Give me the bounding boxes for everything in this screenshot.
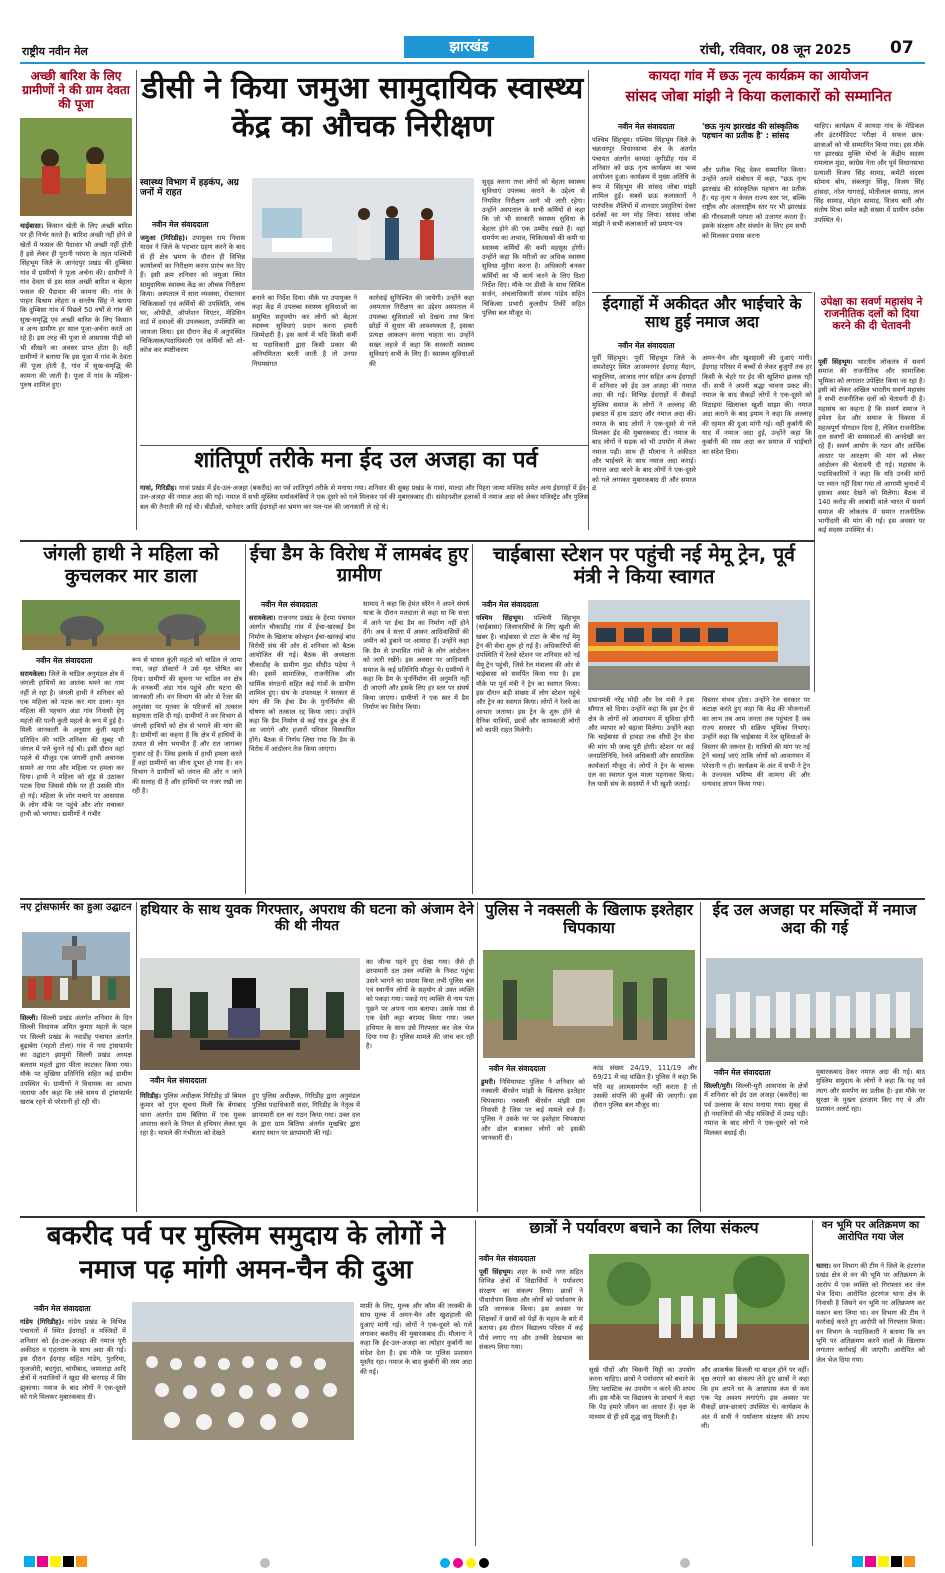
story-photo: [20, 118, 132, 216]
story-photo: [252, 178, 474, 290]
column-rule: [472, 544, 473, 894]
story-place: चाईबासा।: [20, 222, 44, 230]
registration-swatch: [852, 1556, 863, 1567]
story-kicker: कायदा गांव में छऊ नृत्य कार्यक्रम का आयोजन: [648, 69, 869, 84]
story-headline: ईचा डैम के विरोध में लामबंद हुए ग्रामीण: [249, 544, 469, 587]
story-place: पूर्वी सिंहभूम।: [818, 358, 853, 366]
story-headline: नए ट्रांसफार्मर का हुआ उद्घाटन: [20, 902, 132, 913]
story-headline: वन भूमि पर अतिक्रमण का आरोपित गया जेल: [821, 1220, 920, 1243]
story-headline: अच्छी बारिश के लिए ग्रामीणों ने की ग्राम देवता की पूजा: [22, 69, 130, 111]
column-rule: [136, 70, 137, 530]
story-body: [20, 222, 132, 527]
story-byline: नवीन मेल संवाददाता: [34, 1304, 91, 1313]
story-body-col2: माफ़ी के लिए, मुल्क और कौम की तरक्की के साथ मुल्क में अमन-चैन और खुशहाली की दुआएं मांगी गईं। लोगों ने एक-दूसरे को गले लगाकर बकरीद की मुबारकबाद दी। मौलाना ने कहा कि ईद-उल-अजहा का त्योहार कुर्बानी का संदेश देता है। इस मौके पर पुलिस प्रशासन मुस्तैद रहा। नमाज के बाद कुर्बानी की रस्म अदा की गई।: [360, 1302, 472, 1376]
story-place: पश्चिम सिंहभूम।: [476, 614, 524, 622]
story-place: जमुआ (गिरिडीह)।: [140, 234, 188, 242]
story-text: शहर के सभी नगर सहित विभिन्न क्षेत्रों में विद्यार्थियों ने पर्यावरण संरक्षण का संकल्प लिया। छात्रों ने पौधारोपण किया और लोगों को पर्यावरण के प्रति जागरूक किया। इस अवसर पर शिक्षकों ने छात्रों को पेड़ों के महत्व के बारे में बताया। इस दौरान विद्यालय परिसर में कई पौधे लगाए गए और उनकी देखभाल का संकल्प लिया गया।: [479, 1268, 583, 1351]
story-headline: सांसद जोबा मांझी ने किया कलाकारों को सम्मानित: [625, 88, 892, 105]
story-place: गावां, गिरिडीह।: [140, 484, 177, 492]
story-body-col1: [704, 1082, 808, 1210]
story-body-col3: कार्रवाई सुनिश्चित की जायेगी। उन्होंने कहा अस्पताल निरीक्षण का उद्देश्य अस्पताल में उपलब्ध सुविधाओं को देखना तथा बिना छोड़ों में सुधार की आवश्यकता है, इसका प्रत्यक्ष आकलन करना चाहता था। उन्होंने सख्त लहजे में कहा कि सरकारी स्वास्थ्य सुविधाएं सभी के लिए हैं। स्वास्थ्य सुविधाओं की: [369, 294, 474, 368]
masthead-rule: [20, 62, 925, 64]
story-place: डुमरी।: [481, 1078, 496, 1086]
story-place: पूर्वी सिंहभूम।: [479, 1268, 514, 1276]
row-rule: [140, 445, 588, 446]
story-body-col1: [20, 1318, 126, 1544]
story-byline: नवीन मेल संवाददाता: [482, 600, 539, 609]
story-body-col1: [20, 670, 124, 892]
registration-swatch: [891, 1556, 902, 1567]
story-photo: [483, 950, 695, 1058]
story-body-col3: विस्तार संभव होता। उन्होंने रेल सरकार पर कटाक्ष करते हुए कहा कि केंद्र की योजनाओं का लाभ तब आम जनता तक पहुंचता है जब राज्य सरकार भी सक्रिय भूमिका निभाए। उन्होंने कहा कि चाईबासा में रेल सुविधाओं के विस्तार की जरूरत है। यात्रियों की मांग पर नई ट्रेनें चलाई जाएं ताकि लोगों को आवागमन में परेशानी न हो। कार्यक्रम के अंत में सभी ने ट्रेन के उज्ज्वल भविष्य की कामना की और धन्यवाद ज्ञापन किया गया।: [702, 696, 810, 789]
story-byline: नवीन मेल संवाददाता: [152, 220, 209, 229]
story-text: किसान खेती के लिए अच्छी बारिश पर ही निर्भर करते हैं। बारिश अच्छी नहीं होने से खेतों में फसल की पैदावार भी अच्छी नहीं होती है इसे लेकर ही पुरानी परंपरा के तहत पश्चिमी सिंहभूम जिले के आनंदपुर प्रखंड की दुम्बिसा गांव में ग्रामीणों ने पूजा अर्चना की। ग्रामीणों ने गांव देवता से इस साल अच्छी बारिश व बेहतर फसल की पैदावार की कामना की। गांव के पाहन बिश्राम लोहरा व सन्तोष सिंह ने बताया कि दुम्बिसा गांव में पिछले 50 वर्षों से गांव की सुख-समृद्धि एवं अच्छी बारिश के लिए किसान व अन्य ग्रामीण हर साल पूजा-अर्चना करते आ रहे हैं। इस तरह की पूजा से आसपास पीढ़ी को भी सीखने का अवसर प्राप्त होता है। वहीं ग्रामीणों ने बताया कि इस पूजा में गांव के देवता की पूजा होती है, गांव में सुख-समृद्धि की कामना की जाती है। पूजा में गांव के महिला-पुरुष शामिल हुए।: [20, 222, 132, 390]
story-photo: [140, 958, 360, 1070]
footer-color-bar-right: [852, 1552, 917, 1571]
story-body-col1: [140, 1092, 246, 1210]
story-headline: ईद उल अजहा पर मस्जिदों में नमाज अदा की गई: [712, 901, 917, 937]
story-text: वन विभाग की टीम ने जिले के हंटरगंज प्रखंड क्षेत्र से वन की भूमि पर अतिक्रमण के आरोप में एक व्यक्ति को गिरफ्तार कर जेल भेज दिया। आरोपित हंटरगंज थाना क्षेत्र के निवासी है जिसने वन भूमि पर अतिक्रमण कर मकान बना लिया था। वन विभाग की टीम ने कार्रवाई करते हुए आरोपी को गिरफ्तार किया। वन विभाग के पदाधिकारी ने बताया कि वन भूमि पर अतिक्रमण करने वालों के खिलाफ लगातार कार्रवाई की जाएगी। आरोपित को जेल भेज दिया गया।: [816, 1262, 925, 1364]
story-transformer: [20, 902, 132, 1212]
column-rule: [136, 902, 137, 1212]
row-rule: [20, 898, 925, 900]
story-photo: [706, 958, 923, 1062]
footer-color-dots: [440, 1553, 492, 1572]
story-headline: छात्रों ने पर्यावरण बचाने का लिया संकल्प: [529, 1219, 759, 1237]
masthead-dateline: रांची, रविवार, 08 जून 2025: [700, 43, 852, 58]
registration-swatch: [50, 1556, 61, 1567]
story-naxal-poster: [481, 902, 697, 1212]
story-body-col1: पूर्वी सिंहभूम। पूर्वी सिंहभूम जिले के जमशेदपुर स्थित आजमनगर ईदगाह मैदान, चाकुलिया, आजाद नगर सहित अन्य ईदगाहों में शनिवार को ईद उल अजहा की नमाज अदा की गई। विभिन्न ईदगाहों में सैकड़ों मुस्लिम समाज के लोगों ने अल्लाह की इबादत में हाथ उठाए और नमाज अदा की। नमाज के बाद लोगों ने एक-दूसरे से गले मिलकर ईद की मुबारकबाद दी। नमाज के बाद लोगों ने सड़क को भी उपयोग में लेकर नमाज पढ़ी। साथ ही मौलाना ने अकीदत और भाईचारे के साथ नमाज अदा कराई। नमाज अदा करने के बाद लोगों ने एक-दूसरे को गले लगाकर मुबारकबाद दी और समाज में: [592, 354, 696, 494]
story-icha-dam: [249, 544, 469, 894]
story-body-col2: हुए पुलिस अधीक्षक, गिरिडीह द्वारा अनुमंडल पुलिस पदाधिकारी सदर, गिरिडीह के नेतृत्व में छापामारी दल का गठन किया गया। उक्त दल के द्वारा ग्राम बितिया अंतर्गत मुखबिर द्वारा बताए स्थान पर छापामारी की गई।: [252, 1092, 360, 1138]
story-body-col2: और प्रतीक चिह्न देकर सम्मानित किया। उन्होंने अपने संबोधन में कहा, "छऊ नृत्य झारखंड की सांस्कृतिक पहचान का प्रतीक है। यह नृत्य न केवल राज्य स्तर पर, बल्कि राष्ट्रीय और अंतरराष्ट्रीय स्तर पर भी झारखंड की गौरवशाली परंपरा को उजागर करता है। इसके संरक्षण और संवर्धन के लिए हम सभी को मिलकर प्रयास करना: [702, 166, 806, 240]
story-body-col2: मुबारकबाद देकर नमाज अदा की गई। बाद मुस्लिम समुदाय के लोगों ने कहा कि यह पर्व त्याग और समर्पण का प्रतीक है। इस मौके पर सुरक्षा के पुख्ता इंतजाम किए गए थे और प्रशासन अलर्ट रहा।: [816, 1068, 925, 1114]
column-rule: [475, 1220, 476, 1546]
story-byline: नवीन मेल संवाददाता: [261, 600, 318, 609]
column-rule: [812, 1220, 813, 1546]
story-byline: नवीन मेल संवाददाता: [479, 1254, 536, 1263]
registration-swatch: [878, 1556, 889, 1567]
story-text: सिल्ली प्रखंड अंतर्गत शनिवार के दिन सिल्ली विधायक अमित कुमार महतो के पहल पर सिल्ली प्रखंड के नवाडीह पंचायत अंतर्गत बुढ़ाबेरा (महतो टोला) गांव में नया ट्रांसफार्मर का उद्घाटन झामुमो सिल्ली प्रखंड अध्यक्ष बलराम महतो द्वारा फीता काटकर किया गया। मौके पर मुखिया प्रतिनिधि सहित कई ग्रामीण उपस्थित थे। ग्रामीणों ने विधायक का आभार जताया और कहा कि लंबे समय से ट्रांसफार्मर खराब रहने से परेशानी हो रही थी।: [20, 1014, 132, 1107]
registration-swatch: [63, 1556, 74, 1567]
story-place: सिल्ली/मुरी।: [704, 1082, 733, 1090]
story-environment-pledge: [479, 1220, 809, 1546]
story-photo: [589, 1254, 809, 1360]
story-byline: नवीन मेल संवाददाता: [714, 1068, 771, 1077]
story-body: [20, 1014, 132, 1210]
story-bullet: स्वास्थ्य विभाग में हड़कंप, अग्र जनों में राहत: [140, 178, 239, 199]
story-body-col2: कांड संख्या 24/19, 111/19 और 69/21 में वह वांछित है। पुलिस ने कहा कि यदि वह आत्मसमर्पण नहीं करता है तो उसकी संपत्ति की कुर्की की जाएगी। इस दौरान पुलिस बल मौजूद था।: [593, 1064, 697, 1110]
story-body-col2: सामाद ने कहा कि हेमंत सोरेन ने अपने संघर्ष यात्रा के दौरान मतदाता से कहा था कि सत्ता में आने पर ईचा डैम का निर्माण नहीं होने देंगे। अब वे सत्ता में आकर आदिवासियों की जमीन को डुबाने पर आमादा हैं। उन्होंने कहा कि डैम से प्रभावित गांवों के लोग आंदोलन को जारी रखेंगे। इस अवसर पर आदिवासी समाज के कई प्रतिनिधि मौजूद थे। ग्रामीणों ने कहा कि डैम के पुनर्निर्माण की अनुमति नहीं दी जाएगी और इसके लिए हर स्तर पर संघर्ष किया जाएगा। ग्रामीणों ने एक स्वर में डैम निर्माण का विरोध किया।: [363, 600, 469, 711]
story-dc-inspection: [140, 70, 585, 440]
registration-dot: [479, 1558, 489, 1568]
registration-dot: [466, 1558, 476, 1568]
masthead-page-number: 07: [890, 38, 914, 58]
story-text: पुलिस अधीक्षक गिरिडीह डॉ बिमल कुमार को गुप्त सूचना मिली कि बेंगाबाद थाना अंतर्गत ग्राम बितिया में एक युवक अपराध करने के नियत से हथियार लेकर घूम रहा है। मामले की गंभीरता को देखते: [140, 1092, 246, 1138]
story-photo: [588, 600, 810, 690]
story-byline: नवीन मेल संवाददाता: [36, 656, 93, 665]
column-rule: [700, 902, 701, 1212]
story-body-col2: रूप से घायल कुंती महतो को चांडिल ले जाया गया, जहां डॉक्टरों ने उसे मृत घोषित कर दिया। ग्रामीणों की सूचना पर चांडिल वन क्षेत्र के वनकर्मी अंडा गांव पहुंचे और घटना की जानकारी ली। वन विभाग की ओर से रेंजर की अनुशंसा पर मृतका के परिजनों को तत्काल सहायता राशि दी गई। ग्रामीणों ने वन विभाग से जंगली हाथियों को क्षेत्र से भगाने की मांग की है। ग्रामीणों का कहना है कि क्षेत्र में हाथियों के उत्पात से लोग भयभीत हैं और रात जागकर गुजार रहे हैं। जिस इलाके में हाथी हमला करते हैं वहां ग्रामीणों का जीना दूभर हो गया है। वन विभाग ने ग्रामीणों को जंगल की ओर न जाने की सलाह दी है और हाथियों पर नजर रखी जा रही है।: [132, 656, 242, 796]
story-headline: चाईबासा स्टेशन पर पहुंची नई मेमू ट्रेन, पूर्व मंत्री ने किया स्वागत: [492, 543, 796, 589]
story-place: गांडेय (गिरिडीह)।: [20, 1318, 65, 1326]
story-body-col2: प्रधानमंत्री नरेंद्र मोदी और रेल मंत्री ने इस सौगात को दिया। उन्होंने कहा कि इस ट्रेन से क्षेत्र के लोगों को आवागमन में सुविधा होगी और व्यापार को बढ़ावा मिलेगा। उन्होंने कहा कि चाईबासा से हावड़ा तक सीधी ट्रेन सेवा की मांग भी जल्द पूरी होगी। स्टेशन पर कई जनप्रतिनिधि, रेलवे अधिकारी और सामाजिक कार्यकर्ता मौजूद थे। लोगों ने ट्रेन के चालक दल का स्वागत फूल माला पहनाकर किया। रेल यात्री संघ के सदस्यों ने भी खुशी जताई।: [588, 696, 694, 789]
column-rule: [245, 544, 246, 894]
registration-swatch: [37, 1556, 48, 1567]
footer-register-mark: [680, 1553, 693, 1572]
masthead-section-badge: झारखंड: [404, 36, 534, 58]
story-text: गांडेय प्रखंड के विभिन्न पंचायतों में स्थित ईदगाहों व मस्जिदों में शनिवार को ईद-उल-अजहा की नमाज पूरी अकीदत व एहतराम के साथ अदा की गई। इस दौरान ईदगाह सहित गांडेय, पुतरिया, फुलजोरी, बदगुंदा, चांयीबाद, जामताड़ा आदि क्षेत्रों में नमाजियों ने खुदा की बारगाह में सिर झुकाया। नमाज के बाद लोगों ने एक-दूसरे को गले मिलकर मुबारकबाद दी।: [20, 1318, 126, 1401]
column-rule: [814, 292, 815, 692]
story-text: गावां प्रखंड में ईद-उल-अजहा (बकरीद) का पर्व शांतिपूर्ण तरीके से मनाया गया। शनिवार की सुबह प्रखंड के गावां, माल्डा और पिहरा जामा मस्जिद समेत अन्य ईदगाहों में ईद-उल-अजहा की नमाज अदा की गई। नमाज में सभी मुस्लिम धर्मावलंबियों ने एक दूसरे को गले मिलकर पर्व की मुबारकबाद दी। संवेदनशील इलाकों में नमाज अदा को लेकर मजिस्ट्रेट और पुलिस बल की तैनाती की गई थी। बीडीओ, थानेदार आदि ईदगाहों का भ्रमण कर पल-पल की जानकारी ले रहे थे।: [140, 484, 588, 511]
column-rule: [477, 902, 478, 1212]
story-text: भारतीय लोकतंत्र में सवर्ण समाज की राजनीतिक और सामाजिक भूमिका को लगातार उपेक्षित किया जा रहा है। इसी को लेकर अखिल भारतीय सवर्ण महासंघ ने सभी राजनीतिक दलों को चेतावनी दी है। महासंघ का कहना है कि सवर्ण समाज ने हमेशा देश और समाज के विकास में महत्वपूर्ण योगदान दिया है, लेकिन राजनीतिक दल सवर्णों की समस्याओं की अनदेखी कर रहे हैं। सवर्ण आयोग के गठन और आर्थिक आधार पर आरक्षण की मांग को लेकर आंदोलन की चेतावनी दी गई। महासंघ के पदाधिकारियों ने कहा कि यदि उनकी मांगों पर ध्यान नहीं दिया गया तो आगामी चुनावों में इसका असर देखने को मिलेगा। बैठक में 140 करोड़ की आबादी वाले भारत में सवर्ण समाज की लोकतंत्र में समान राजनीतिक भागीदारी की मांग की गई। इस अवसर पर कई सदस्य उपस्थित थे।: [818, 358, 925, 535]
registration-dot: [453, 1558, 463, 1568]
story-text: उपायुक्त राम निवास यादव ने जिले के पदभार ग्रहण करने के बाद से ही क्षेत्र भ्रमण के दौरान ही विभिन्न कार्यालयों का निरीक्षण करना प्रारंभ कर दिए हैं। इसी क्रम शनिवार को जमुआ स्थित सामुदायिक स्वास्थ्य केंद्र का औचक निरीक्षण किया। अस्पताल में सारा व्यवस्था, रोस्टरवार चिकित्सकों एवं कर्मियों की उपस्थिति, जांच घर, ओपीडी, ऑपरेशन थिएटर, मेडिसिन वार्ड में दवाओं की उपलब्धता, उपस्थिति का जायजा लिया। इस दौरान केंद्र में अनुपस्थित चिकित्सक/पदाधिकारी एवं कर्मियों को शो-कॉज कर स्पष्टीकरण: [140, 234, 245, 355]
registration-swatch: [865, 1556, 876, 1567]
story-photo: [22, 600, 240, 650]
story-headline: उपेक्षा का सवर्ण महासंघ ने राजनीतिक दलों को दिया करने की दी चेतावनी: [820, 296, 923, 333]
story-headline: बकरीद पर्व पर मुस्लिम समुदाय के लोगों ने नमाज पढ़ मांगी अमन-चैन की दुआ: [46, 1221, 446, 1285]
story-headline: डीसी ने किया जमुआ सामुदायिक स्वास्थ्य केंद्र का औचक निरीक्षण: [141, 71, 584, 144]
story-photo: [132, 1302, 354, 1440]
registration-swatch: [76, 1556, 87, 1567]
story-bakrid-prayers: [20, 1220, 472, 1546]
story-body: [140, 484, 588, 534]
row-rule: [20, 540, 814, 542]
footer-register-mark: [260, 1553, 273, 1572]
story-headline: जंगली हाथी ने महिला को कुचलकर मार डाला: [43, 543, 219, 587]
story-headline: ईदगाहों में अकीदत और भाईचारे के साथ हुई नमाज अदा: [602, 295, 802, 331]
story-body-col2: सूखे पौधों और चिकनी मिट्टी का उपयोग करना चाहिए। छात्रों ने पर्यावरण को बचाने के लिए प्लास्टिक का उपयोग न करने की शपथ ली। इस मौके पर विद्यालय के प्राचार्य ने कहा कि पेड़ हमारे जीवन का आधार हैं। वृक्ष के माध्यम से ही हमें शुद्ध वायु मिलती है।: [589, 1366, 695, 1421]
story-headline: हथियार के साथ युवक गिरफ्तार, अपराध की घटना को अंजाम देने की थी नीयत: [140, 902, 474, 935]
story-text: सिल्ली-मुरी आसपास के क्षेत्रों में शनिवार को ईद उल अजहा (बकरीद) का पर्व उल्लास के साथ मनाया गया। सुबह से ही नमाजियों की भीड़ मस्जिदों में उमड़ पड़ी। नमाज के बाद लोगों ने एक-दूसरे को गले मिलकर बधाई दी।: [704, 1082, 808, 1137]
story-body-col3: चाहिए। कार्यक्रम में कायदा गांव के मेडिकल और इंटरमीडिएट परीक्षा में सफल छात्र-छात्राओं को भी सम्मानित किया गया। इस मौके पर झारखंड मुक्ति मोर्चा के केंद्रीय सदस्य रामलाल मुंडा, कांग्रेस नेता और पूर्व विधानसभा प्रत्याशी विजय सिंह सामड़, कमेटी सदस्य सोमाय बोय, संबलपुर सिंकू, विजय सिंह हांसदा, नरेश गागराई, मोतीलाल सामाड़, लाल सिंह सामाड़, मोहन सामाड़, विजय बारी और संतोष मिश्रा समेत बड़ी संख्या में ग्रामीण दर्शक उपस्थित थे।: [814, 122, 924, 224]
story-place: चतरा।: [816, 1262, 831, 1270]
row-rule: [20, 1216, 925, 1218]
story-arms-arrest: [140, 902, 474, 1212]
story-savarna-warning: [818, 296, 925, 692]
story-text: पश्चिमी सिंहभूम (चाईबासा) जिलावासियों के लिए खुशी की खबर है। चाईबासा से टाटा के बीच नई मेमू ट्रेन की सेवा शुरू हो गई है। अधिकारियों की उपस्थिति में रेलवे स्टेशन पर शनिवार को नई मेमू ट्रेन पहुंची, जिसे रेल मंत्रालय की ओर से चाईबासा को समर्पित किया गया है। इस मौके पर पूर्व मंत्री ने ट्रेन का स्वागत किया। इस दौरान बड़ी संख्या में लोग स्टेशन पहुंचे और ट्रेन का स्वागत किया। लोगों ने रेलवे का आभार जताया। इस ट्रेन के शुरू होने से दैनिक यात्रियों, छात्रों और कामकाजी लोगों को काफी राहत मिलेगी।: [476, 614, 580, 735]
story-byline: नवीन मेल संवाददाता: [618, 122, 675, 131]
story-body-col1: [481, 1078, 585, 1210]
story-byline: नवीन मेल संवाददाता: [618, 341, 675, 350]
story-elephant-attack: [20, 544, 242, 894]
row-rule: [592, 292, 812, 293]
story-body-col1: [476, 614, 580, 892]
registration-dot: [440, 1558, 450, 1568]
story-body-col1: पश्चिम सिंहभूम। पश्चिम सिंहभूम जिले के चक्रधरपुर विधानसभा क्षेत्र के अंतर्गत पंचायत अंतर्गत कायदा जुगीडीह गांव में शनिवार को छऊ नृत्य कार्यक्रम का भव्य आयोजन हुआ। कार्यक्रम में मुख्य अतिथि के रूप में सिंहभूम की सांसद जोबा मांझी शामिल हुईं। सबसे छऊ कलाकारों ने पारंपरिक शैलियों में शानदार प्रस्तुतियां देकर दर्शकों का मन मोह लिया। सांसद जोबा मांझी ने सभी कलाकारों को प्रमाण-पत्र: [592, 136, 696, 229]
story-place: गिरिडीह।: [140, 1092, 162, 1100]
story-body-col4: सुदृढ़ करना तथा लोगों को बेहतर स्वास्थ्य सुविधाएं उपलब्ध कराने के उद्देश्य से नियमित निरीक्षण आगे भी जारी रहेगा। उन्होंने अस्पताल के सभी कर्मियों से कहा कि जो भी सरकारी स्वास्थ्य सुविधा के बेहतर होने की एक उम्मीद रखते हैं। वहां समर्पण का अभाव, चिकित्सकों की कमी या स्वास्थ्य कर्मियों की कमी महसूस होगी। उन्होंने कहा कि मरीजों का अधिक स्वास्थ्य सुविधा मुहैया करना है। अधिकारी बनकर कर्मियों का भी कार्य करने के लिए दिशा निर्देश दिए। मौके पर डीसी के साथ सिविल सर्जन, अंचलाधिकारी संजय पांडेय सहित चिकित्सा प्रभारी कुलदीप तिर्की सहित पुलिस बल मौजूद थे।: [482, 178, 585, 318]
story-body-col1: [249, 614, 355, 892]
story-body-col1: [140, 234, 245, 438]
story-byline: नवीन मेल संवाददाता: [489, 1064, 546, 1073]
story-text: जिले के चांडिल अनुमंडल क्षेत्र में जंगली हाथियों का आतंक थमने का नाम नहीं ले रहा है। जंगली हाथी ने शनिवार को एक महिला को पटक कर मार डाला। मृत महिला की पहचान अंडा गांव निवासी हेमू महतो की पत्नी कुंती महतो के रूप में हुई है। मिली जानकारी के अनुसार कुंती महतो प्रतिदिन की भांति शनिवार की सुबह भी जंगल में पत्ते चुनने गई थी। इसी दौरान वहां पहले से मौजूद एक जंगली हाथी अचानक सामने आ गया और महिला पर हमला कर दिया। हाथी ने महिला को सूंड़ से उठाकर पटक दिया जिससे मौके पर ही उसकी मौत हो गई। महिला के शोर मचाने पर आसपास के लोग मौके पर पहुंचे और शोर मचाकर हाथी को भगाया। ग्रामीणों ने गंभीर: [20, 670, 124, 819]
story-forest-encroachment: [816, 1220, 925, 1546]
masthead-paper-name: राष्ट्रीय नवीन मेल: [22, 45, 88, 58]
story-headline: पुलिस ने नक्सली के खिलाफ इश्तेहार चिपकाया: [484, 901, 694, 937]
story-photo: [22, 932, 130, 1008]
story-peaceful-eid: [140, 448, 812, 538]
story-body: [818, 358, 925, 692]
story-body-col3: और आकर्षक बिजली या बादल होने पर वहीं। वृक्ष लगाने का संकल्प लेते हुए छात्रों ने कहा कि हम अपने घर के आसपास कम से कम एक पेड़ अवश्य लगाएंगे। इस अवसर पर सैकड़ों छात्र-छात्राएं उपस्थित थे। कार्यक्रम के अंत में सभी ने पर्यावरण संरक्षण की शपथ ली।: [701, 1366, 809, 1431]
story-place: सिल्ली।: [20, 1014, 38, 1022]
registration-swatch: [24, 1556, 35, 1567]
story-memu-train: [476, 544, 812, 894]
story-body-col2: बनाने का निर्देश दिया। मौके पर उपायुक्त ने कहा केंद्र में उपलब्ध स्वास्थ्य सुविधाओं का समुचित सदुपयोग कर लोगों को बेहतर स्वास्थ्य सुविधाएं प्रदान करना हमारी जिम्मेदारी है। इस कार्य में यदि किसी कर्मी या पदाधिकारी द्वारा किसी प्रकार की अनियमितता बरती जाती है तो उनपर नियमसंगत: [252, 294, 357, 368]
story-mosque-prayers: [704, 902, 925, 1212]
footer-color-bar-left: [24, 1552, 89, 1571]
story-chhau-dance: [592, 70, 925, 290]
registration-swatch: [904, 1556, 915, 1567]
story-body: [816, 1262, 925, 1544]
story-byline: नवीन मेल संवाददाता: [150, 1076, 207, 1085]
story-body-col3: का जीन्स पहने हुए देखा गया। जैसे ही छापामारी दल उक्त व्यक्ति के निकट पहुंचा उसने भागने का प्रयास किया तभी पुलिस बल एवं स्थानीय लोगों के सहयोग से उक्त व्यक्ति को पकड़ा गया। पकड़े गए व्यक्ति से नाम पता पूछने पर अपना नाम बताया। उसके पास से एक देसी कट्टा बरामद किया गया। जब्त हथियार के साथ उसे गिरफ्तार कर जेल भेज दिया गया है। पुलिस मामले की जांच कर रही है।: [366, 958, 474, 1051]
masthead: [0, 0, 945, 66]
story-rain-worship: [20, 70, 132, 530]
story-text: निमियाघाट पुलिस ने शनिवार को नक्सली बीरसेन मांझी के खिलाफ इश्तेहार चिपकाया। नक्सली बीरसेन मांझी ग्राम निवासी है जिस पर कई मामले दर्ज हैं। पुलिस ने उसके घर पर इश्तेहार चिपकाया और ढोल बजाकर लोगों को इसकी जानकारी दी।: [481, 1078, 585, 1143]
story-text: राजनगर प्रखंड के हेरमा पंचायत अंतर्गत चौकाडीह गांव में ईचा-खरकई डैम निर्माण के खिलाफ कोल्हान ईचा-खरकई बांध विरोधी संघ की ओर से शनिवार को बैठक आयोजित की गई। बैठक की अध्यक्षता चौकाडीह के ग्रामीण मुंडा सीदीउ पड़ेया ने की। इसमें सामाजिक, राजनीतिक और धार्मिक संगठनों सहित कई गांवों के ग्रामीण शामिल हुए। संघ के उपाध्यक्ष ने सरकार से मांग की कि ईचा डैम के पुनर्निर्माण की घोषणा को तत्काल रद्द किया जाए। उन्होंने कहा कि डैम निर्माण से कई गांव डूब क्षेत्र में आ जाएंगे और हजारों परिवार विस्थापित होंगे। बैठक में निर्णय लिया गया कि डैम के विरोध में आंदोलन तेज किया जाएगा।: [249, 614, 355, 754]
story-place: सरायकेला।: [249, 614, 276, 622]
story-pull-quote: 'छऊ नृत्य झारखंड की सांस्कृतिक पहचान का प्रतीक है' : सांसद: [702, 122, 799, 141]
story-body-col2: अमन-चैन और खुशहाली की दुआएं मांगी। ईदगाह परिसर में बच्चों से लेकर बुजुर्गों तक हर किसी के चेहरे पर ईद की खुशियां झलक रही थीं। सभी ने अपनी श्रद्धा भावना प्रकट की। नमाज के बाद सैकड़ों लोगों ने एक-दूसरे को मिठाइयां खिलाकर खुशी साझा की। नमाज अदा कराने के बाद इमाम ने कहा कि अल्लाह की रहमत की दुआ मांगी गई। वहीं कुर्बानी की याद में नमाज अदा हुई, उन्होंने कहा कि कुर्बानी की रस्म अदा कर समाज में भाईचारे का संदेश दिया।: [702, 354, 812, 456]
story-body-col1: [479, 1268, 583, 1544]
story-place: सरायकेला।: [20, 670, 47, 678]
story-headline: शांतिपूर्ण तरीके मना ईद उल अजहा का पर्व: [194, 448, 538, 473]
